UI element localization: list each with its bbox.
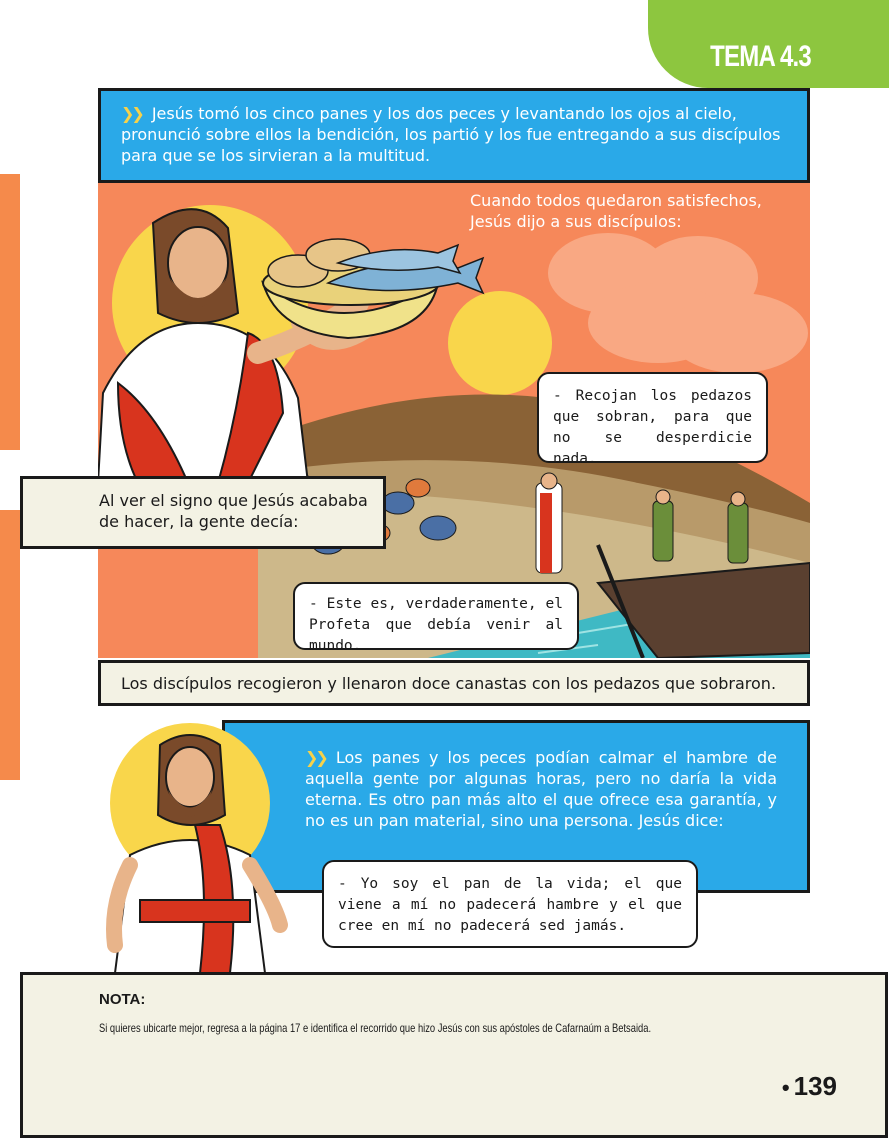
bottom-narration-text: Los panes y los peces podían calmar el hambre de aquella gente por algunas horas, pero no daría la vida eterna. Es otro pan más alto el que ofrece esa garantía, y no es un pan material, sino una persona. Jesús dice: [305, 748, 777, 830]
caption-disciples-text: Los discípulos recogieron y llenaron doce canastas con los pedazos que sobraron. [121, 674, 777, 693]
top-narration-box [98, 88, 810, 183]
caption-people-text: Al ver el signo que Jesús acababa de hacer, la gente decía: [99, 491, 368, 531]
speech-bubble-bread-of-life-text: - Yo soy el pan de la vida; el que viene a mí no padecerá hambre y el que cree en mí no padecerá sed jamás. [338, 876, 682, 934]
speech-bubble-people [293, 582, 579, 654]
speech-bubble-jesus [537, 372, 768, 467]
double-chevron-icon: ❯❯ [121, 104, 142, 123]
theme-label: TEMA 4.3 [710, 40, 811, 73]
speech-bubble-people-text: - Este es, verdaderamente, el Profeta que debía venir al mundo. [309, 596, 563, 654]
page-number [782, 1071, 837, 1102]
bottom-narration-paragraph [305, 747, 777, 831]
scene-narration [470, 190, 780, 232]
page-number-value: 139 [793, 1071, 837, 1101]
speech-bubble-bread-of-life [322, 860, 698, 948]
note-box [20, 972, 888, 1138]
note-text: Si quieres ubicarte mejor, regresa a la página 17 e identifica el recorrido que hizo Jesús con sus apóstoles de Cafarnaúm a Betsaida. [99, 1021, 652, 1035]
scene-narration-text: Cuando todos quedaron satisfechos, Jesús dijo a sus discípulos: [470, 191, 762, 231]
side-accent-bar-bottom [0, 510, 20, 780]
top-narration-text: Jesús tomó los cinco panes y los dos peces y levantando los ojos al cielo, pronunció sobre ellos la bendición, los partió y los fue entregando a sus discípulos para que se los sirvieran a la multitud. [121, 104, 781, 165]
theme-tab [648, 0, 889, 88]
caption-disciples [98, 660, 810, 706]
note-title: NOTA: [99, 991, 146, 1008]
side-accent-bar-top [0, 174, 20, 450]
caption-people [20, 476, 386, 549]
top-narration-paragraph [121, 103, 789, 166]
bullet-icon: • [781, 1075, 790, 1100]
speech-bubble-jesus-text: - Recojan los pedazos que sobran, para que no se desperdicie nada. [553, 388, 752, 467]
jesus-open-arms-illustration [100, 715, 300, 973]
double-chevron-icon: ❯❯ [305, 748, 326, 767]
